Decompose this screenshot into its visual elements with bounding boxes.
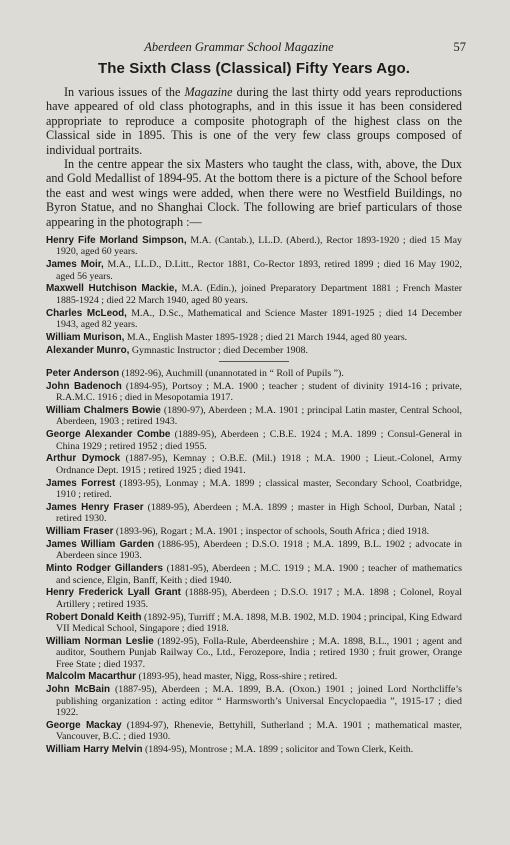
pupil-details: (1889-95), Aberdeen ; M.A. 1899 ; master in High School, Durban, Natal ; retired 1930. bbox=[56, 501, 463, 525]
intro-paragraph-2: In the centre appear the six Masters who taught the class, with, above, the Dux and Gold Medallist of 1894-95. At the bottom there is a picture of the School before the east and west wings were added, when there were no Westfield Buildings, no Byron Statue, and no Shanghai Clock. The following are brief particulars of those appearing in the photograph :— bbox=[46, 157, 462, 229]
master-details: M.A. (Edin.), joined Preparatory Department 1881 ; French Master 1885-1924 ; died 22 March 1940, aged 80 years. bbox=[56, 283, 462, 306]
magazine-title: Aberdeen Grammar School Magazine bbox=[144, 40, 334, 54]
master-name: Maxwell Hutchison Mackie, bbox=[46, 283, 178, 295]
master-details: M.A., English Master 1895-1928 ; died 21 March 1944, aged 80 years. bbox=[124, 331, 408, 343]
pupil-entry bbox=[46, 502, 462, 525]
pupil-entry bbox=[46, 587, 462, 610]
pupil-entry bbox=[46, 539, 462, 562]
pupil-details: (1887-95), Kemnay ; O.B.E. (Mil.) 1918 ; M.A. 1900 ; Lieut.-Colonel, Army Ordnance Dept. 1915 ; retired 1925 ; died 1941. bbox=[56, 453, 462, 476]
pupil-entry bbox=[46, 429, 462, 452]
pupil-entry bbox=[46, 612, 462, 635]
pupil-details: (1892-95), Turriff ; M.A. 1898, M.B. 1902, M.D. 1904 ; principal, King Edward VII Medical School, Singapore ; died 1918. bbox=[56, 611, 462, 634]
pupil-details: (1893-96), Rogart ; M.A. 1901 ; inspector of schools, South Africa ; died 1918. bbox=[113, 526, 430, 538]
pupil-name: James Forrest bbox=[46, 477, 116, 489]
pupils-list bbox=[46, 368, 462, 755]
master-name: Henry Fife Morland Simpson, bbox=[46, 235, 187, 247]
master-entry bbox=[46, 345, 462, 356]
pupil-name: William Fraser bbox=[46, 526, 114, 538]
pupil-details: (1893-95), Lonmay ; M.A. 1899 ; classical master, Secondary School, Coatbridge, 1910 ; retired. bbox=[56, 477, 462, 501]
pupil-details: (1892-96), Auchmill (unannotated in “ Roll of Pupils ”). bbox=[119, 368, 344, 380]
pupil-details: (1894-97), Rhenevie, Bettyhill, Sutherland ; M.A. 1901 ; mathematical master, Vancouver, B.C. ; died 1930. bbox=[56, 719, 462, 743]
pupil-name: Robert Donald Keith bbox=[46, 611, 142, 623]
master-name: William Murison, bbox=[46, 331, 125, 343]
pupil-entry bbox=[46, 478, 462, 501]
pupil-details: (1894-95), Portsoy ; M.A. 1900 ; teacher ; student of divinity 1914-16 ; private, R.A.M.C. 1916 ; died in Mesopotamia 1917. bbox=[56, 380, 462, 404]
master-details: M.A., D.Sc., Mathematical and Science Master 1891-1925 ; died 14 December 1943, aged 82 years. bbox=[56, 307, 462, 331]
pupil-name: George Alexander Combe bbox=[46, 429, 171, 441]
pupil-entry bbox=[46, 671, 462, 682]
pupil-name: James William Garden bbox=[46, 538, 155, 550]
pupil-entry bbox=[46, 368, 462, 379]
pupil-details: (1892-95), Folla-Rule, Aberdeenshire ; M.A. 1898, B.L., 1901 ; agent and auditor, Southern Punjab Railway Co., Ltd., Ferozepore, India ; retired 1930 ; fruit grower, Orange Free State ; died 1937. bbox=[56, 635, 462, 670]
master-name: James Moir, bbox=[46, 259, 104, 271]
master-name: Alexander Munro, bbox=[46, 344, 130, 356]
pupil-entry bbox=[46, 684, 462, 718]
pupil-name: William Norman Leslie bbox=[46, 635, 154, 647]
pupil-entry bbox=[46, 636, 462, 670]
article-intro bbox=[46, 85, 462, 229]
pupil-name: Henry Frederick Lyall Grant bbox=[46, 587, 181, 599]
pupil-details: (1889-95), Aberdeen ; C.B.E. 1924 ; M.A. 1899 ; Consul-General in China 1929 ; retired 1952 ; died 1955. bbox=[56, 429, 462, 452]
master-entry bbox=[46, 308, 462, 331]
pupil-entry bbox=[46, 744, 462, 755]
pupil-details: (1886-95), Aberdeen ; D.S.O. 1918 ; M.A. 1899, B.L. 1902 ; advocate in Aberdeen since 1903. bbox=[56, 538, 462, 562]
pupil-name: Arthur Dymock bbox=[46, 453, 121, 465]
pupil-name: John Badenoch bbox=[46, 380, 122, 392]
pupil-details: (1888-95), Aberdeen ; D.S.O. 1917 ; M.A. 1898 ; Colonel, Royal Artillery ; retired 1935. bbox=[56, 587, 462, 610]
pupil-entry bbox=[46, 526, 462, 537]
master-entry bbox=[46, 332, 462, 343]
magazine-italic: Magazine bbox=[184, 85, 233, 99]
pupil-name: James Henry Fraser bbox=[46, 501, 144, 513]
master-details: M.A. (Cantab.), LL.D. (Aberd.), Rector 1893-1920 ; died 15 May 1920, aged 60 years. bbox=[56, 235, 462, 258]
master-entry bbox=[46, 235, 462, 258]
pupil-entry bbox=[46, 563, 462, 586]
article-title: The Sixth Class (Classical) Fifty Years Ago. bbox=[97, 60, 410, 77]
master-details: Gymnastic Instructor ; died December 1908. bbox=[129, 344, 308, 356]
running-head bbox=[46, 0, 466, 54]
pupil-name: Minto Rodger Gillanders bbox=[46, 563, 164, 575]
section-divider bbox=[219, 361, 289, 362]
pupil-name: John McBain bbox=[46, 684, 110, 696]
pupil-name: George Mackay bbox=[46, 719, 122, 731]
master-entry bbox=[46, 259, 462, 282]
pupil-name: William Chalmers Bowie bbox=[46, 405, 161, 417]
pupil-details: (1890-97), Aberdeen ; M.A. 1901 ; principal Latin master, Central School, Aberdeen, 1903 ; retired 1943. bbox=[56, 405, 462, 428]
master-name: Charles McLeod, bbox=[46, 307, 127, 319]
intro-paragraph-1: In various issues of the Magazine during the last thirty odd years reproductions have appeared of old class photographs, and in this issue it has been considered appropriate to reproduce a composite photograph of the highest class on the Classical side in 1895. This is one of the very few class groups composed of individual portraits. bbox=[46, 85, 463, 157]
master-entry bbox=[46, 283, 462, 306]
pupil-name: Peter Anderson bbox=[46, 368, 120, 380]
pupil-entry bbox=[46, 405, 462, 428]
pupil-details: (1894-95), Montrose ; M.A. 1899 ; solicitor and Town Clerk, Keith. bbox=[142, 743, 414, 755]
master-details: M.A., LL.D., D.Litt., Rector 1881, Co-Rector 1893, retired 1899 ; died 16 May 1902, aged 56 years. bbox=[56, 259, 462, 282]
pupil-name: William Harry Melvin bbox=[46, 743, 143, 755]
pupil-details: (1893-95), head master, Nigg, Ross-shire ; retired. bbox=[136, 671, 338, 683]
pupil-entry bbox=[46, 381, 462, 404]
pupil-entry bbox=[46, 720, 462, 743]
masters-list bbox=[46, 235, 462, 356]
pupil-name: Malcolm Macarthur bbox=[46, 671, 136, 683]
pupil-entry bbox=[46, 453, 462, 476]
pupil-details: (1887-95), Aberdeen ; M.A. 1899, B.A. (Oxon.) 1901 ; joined Lord Northcliffe’s publishing organization : acting editor “ Harmsworth’s Universal Encyclopaedia ”, 1915-17 ; died 1922. bbox=[56, 684, 462, 718]
page-number: 57 bbox=[453, 40, 466, 54]
pupil-details: (1881-95), Aberdeen ; M.C. 1919 ; M.A. 1900 ; teacher of mathematics and science, Elgin, Banff, Keith ; died 1940. bbox=[56, 563, 463, 586]
